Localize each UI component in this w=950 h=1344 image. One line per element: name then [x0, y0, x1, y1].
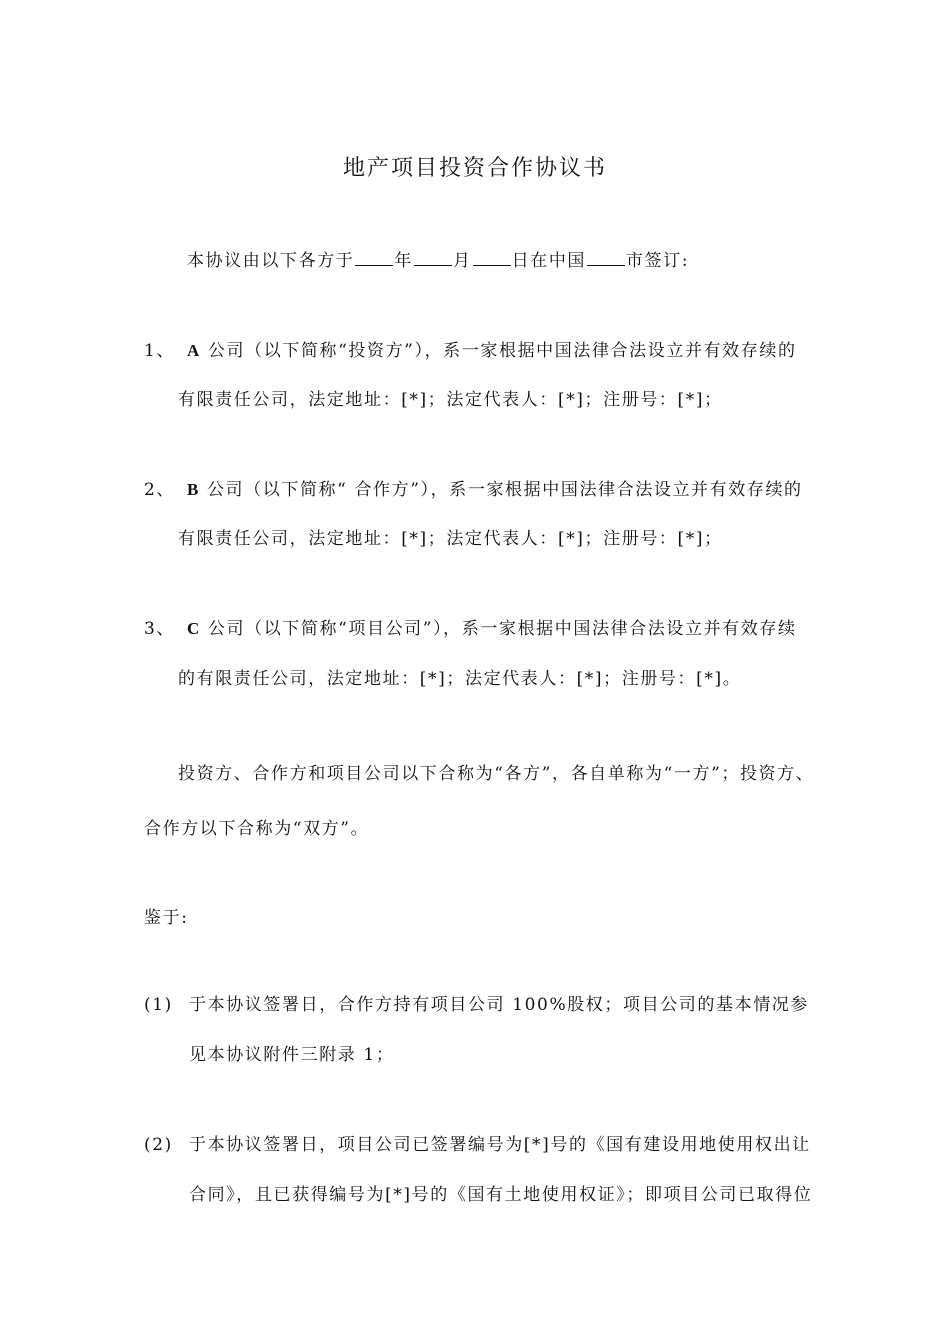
whereas-item-1-line1 [144, 990, 809, 1015]
party-letter: C [187, 619, 201, 638]
collective-line1: 投资方、合作方和项目公司以下合称为“各方”，各自单称为“一方”；投资方、 [178, 764, 815, 784]
document-title: 地产项目投资合作协议书 [342, 156, 607, 181]
party-description: 公司（以下简称“ 合作方”），系一家根据中国法律合法设立并有效存续的 [199, 480, 803, 500]
year-blank [355, 251, 393, 266]
whereas-number: (2) [144, 1135, 173, 1155]
party-description: 公司（以下简称“投资方”），系一家根据中国法律合法设立并有效存续的 [200, 341, 797, 361]
party-number: 2、 [144, 480, 176, 500]
whereas-item-1-line2: 见本协议附件三附录 1； [189, 1045, 395, 1065]
whereas-text: 于本协议签署日，项目公司已签署编号为[*]号的《国有建设用地使用权出让 [189, 1135, 811, 1155]
party-b-line2: 有限责任公司，法定地址：[*]；法定代表人：[*]；注册号：[*]； [178, 529, 723, 549]
city-blank [587, 251, 625, 266]
whereas-heading: 鉴于: [144, 908, 189, 928]
party-number: 3、 [144, 619, 176, 639]
whereas-item-2-line2: 合同》，且已获得编号为[*]号的《国有土地使用权证》；即项目公司已取得位 [189, 1185, 813, 1205]
month-blank [414, 251, 452, 266]
party-letter: A [187, 341, 201, 360]
whereas-item-2-line1 [144, 1130, 811, 1155]
party-a-line2: 有限责任公司，法定地址：[*]；法定代表人：[*]；注册号：[*]； [178, 390, 723, 410]
party-a-line1 [144, 336, 797, 361]
day-blank [473, 251, 511, 266]
day-label: 日在中国 [511, 251, 587, 271]
intro-line [187, 246, 689, 271]
party-b-line1 [144, 475, 803, 500]
party-letter: B [187, 480, 200, 499]
party-description: 公司（以下简称“项目公司”），系一家根据中国法律合法设立并有效存续 [200, 619, 797, 639]
collective-line2: 合作方以下合称为“双方”。 [144, 819, 370, 839]
year-label: 年 [394, 251, 414, 271]
whereas-number: (1) [144, 995, 173, 1015]
party-c-line2: 的有限责任公司，法定地址：[*]；法定代表人：[*]；注册号：[*]。 [178, 669, 742, 689]
month-label: 月 [453, 251, 472, 271]
intro-text: 本协议由以下各方于 [187, 251, 355, 271]
party-c-line1 [144, 614, 797, 639]
whereas-text: 于本协议签署日，合作方持有项目公司 100%股权；项目公司的基本情况参 [189, 995, 810, 1015]
party-number: 1、 [144, 341, 176, 361]
city-label: 市签订: [626, 251, 690, 271]
